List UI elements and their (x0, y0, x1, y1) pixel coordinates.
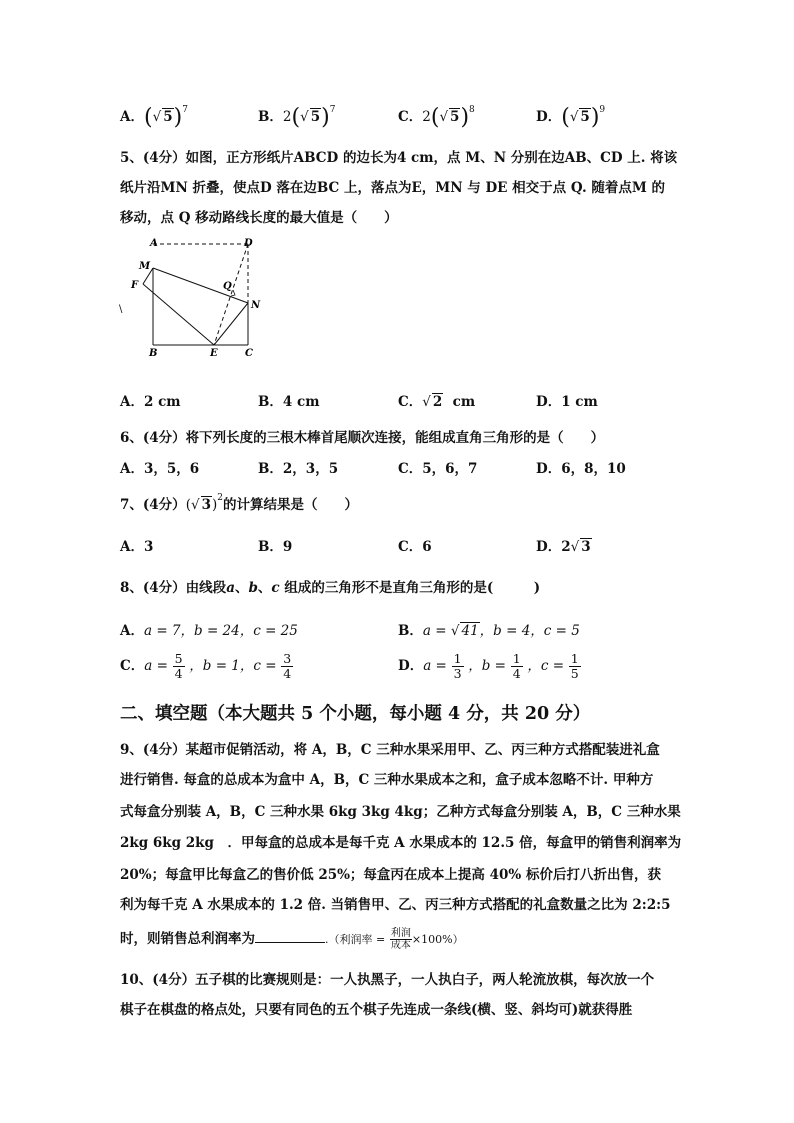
q5-line-3: 移动，点 Q 移动路线长度的最大值是（ ） (120, 210, 398, 226)
q5-line-1: 5、(4分）如图，正方形纸片ABCD 的边长为4 cm，点 M、N 分别在边AB、CD 上. 将该 (120, 150, 678, 166)
q7-option-a: A．3 (120, 539, 154, 555)
label-d: D (244, 238, 253, 249)
q10-line-1: 10、(4分）五子棋的比赛规则是：一人执黑子，一人执白子，两人轮流放棋，每次放一个 (120, 972, 655, 988)
q5-option-c: C．√ 2 cm (398, 394, 476, 410)
q8-stem: 8、(4分）由线段a、b、c 组成的三角形不是直角三角形的是( ) (120, 580, 541, 596)
q6-stem: 6、(4分）将下列长度的三根木棒首尾顺次连接，能组成直角三角形的是（ ） (120, 430, 605, 446)
q8-option-c: C．a = $\frac{5}{4}$ ，b = 1，c = $\frac{3}{4}$ (120, 651, 292, 681)
q5-option-d: D．1 cm (536, 394, 598, 410)
q4-option-a: A．(√ 5)$^7$ (120, 105, 188, 130)
q8-option-a: A．a = 7，b = 24，c = 25 (120, 623, 298, 639)
label-c: C (245, 348, 253, 359)
label-a: A (150, 238, 158, 249)
q4-option-b: B．2(√ 5)$^7$ (258, 105, 336, 130)
label-n: N (251, 300, 261, 311)
q5-line-2: 纸片沿MN 折叠，使点D 落在边BC 上，落点为E，MN 与 DE 相交于点 Q. 随着点M 的 (120, 180, 665, 196)
q5-option-b: B．4 cm (258, 394, 320, 410)
q8-option-d: D．a = $\frac{1}{3}$ ，b = $\frac{1}{4}$ ，c = $\frac{1}{5}$ (398, 651, 579, 681)
q6-option-c: C．5，6，7 (398, 461, 478, 477)
q9-line-6: 利为每千克 A 水果成本的 1.2 倍. 当销售甲、乙、丙三种方式搭配的礼盒数量之比为 2:2:5 (120, 897, 671, 913)
q7-option-d: D．2√ 3 (536, 539, 591, 555)
q9-line-3: 式每盒分别装 A，B，C 三种水果 6kg 3kg 4kg；乙种方式每盒分别装 A，B，C 三种水果 (120, 804, 681, 820)
q5-square-folding-figure (115, 232, 275, 360)
q9-line-4: 2kg 6kg 2kg ．甲每盒的总成本是每千克 A 水果成本的 12.5 倍，每盒甲的销售利润率为 (120, 835, 682, 851)
q10-line-2: 棋子在棋盘的格点处，只要有同色的五个棋子先连成一条线(横、竖、斜均可)就获得胜 (120, 1002, 633, 1018)
q7-option-c: C．6 (398, 539, 432, 555)
section-2-heading: 二、填空题（本大题共 5 个小题，每小题 4 分，共 20 分） (120, 704, 591, 724)
label-e: E (210, 348, 218, 359)
q9-line-5: 20%；每盒甲比每盒乙的售价低 25%；每盒丙在成本上提高 40% 标价后打八折出售，获 (120, 867, 661, 883)
q9-line-2: 进行销售. 每盒的总成本为盒中 A，B，C 三种水果成本之和，盒子成本忽略不计. 甲种方 (120, 772, 654, 788)
q9-line-7: 时，则销售总利润率为 .（利润率 = $\frac{\text{利润}}{\text{成本}}$ ×100%） (120, 928, 464, 951)
q8-option-b: B．a = √ 41，b = 4，c = 5 (398, 623, 580, 639)
q6-option-b: B．2，3，5 (258, 461, 339, 477)
q9-line-1: 9、(4分）某超市促销活动，将 A，B，C 三种水果采用甲、乙、丙三种方式搭配装进礼盒 (120, 742, 660, 758)
label-q: Q (223, 281, 232, 292)
q7-stem: 7、(4分）(√ 3)$^2$的计算结果是（ ） (120, 493, 358, 513)
q7-option-b: B．9 (258, 539, 293, 555)
q4-option-d: D．(√ 5)$^9$ (536, 105, 606, 130)
stray-mark: \ (119, 304, 123, 315)
label-m: M (139, 261, 151, 272)
answer-blank[interactable] (255, 930, 325, 943)
label-b: B (149, 348, 158, 359)
q6-option-d: D．6，8，10 (536, 461, 626, 477)
q4-option-c: C．2(√ 5)$^8$ (398, 105, 475, 130)
q6-option-a: A．3，5，6 (120, 461, 200, 477)
q5-option-a: A．2 cm (120, 394, 181, 410)
label-f: F (131, 280, 139, 291)
